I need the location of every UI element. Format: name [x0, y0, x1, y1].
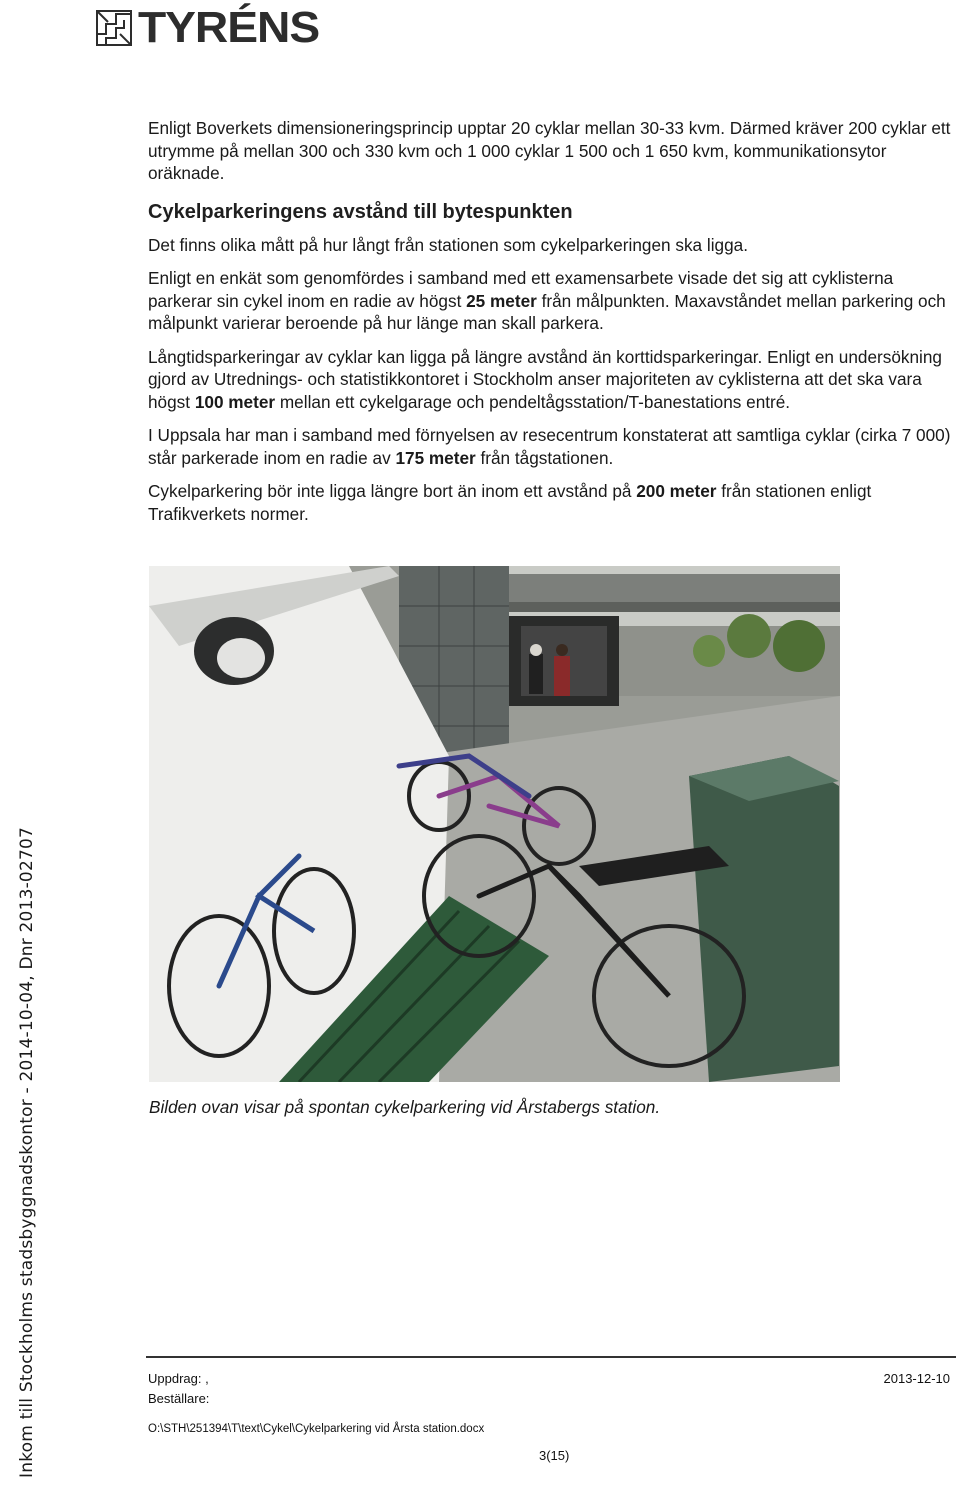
registration-stamp	[0, 0, 36, 1490]
registration-stamp-text: Inkom till Stockholms stadsbyggnadskontor - 2014-10-04, Dnr 2013-02707	[17, 826, 37, 1478]
text-run: från tågstationen.	[475, 447, 614, 468]
paragraph-long-term	[148, 346, 960, 414]
emphasis-distance: 175 meter	[395, 447, 476, 468]
text-run: Enligt en enkät som genomfördes i samband med ett examensarbete visade det sig att cyklisterna parkerar sin cykel inom en radie av högst	[148, 268, 894, 311]
footer-bestallare: Beställare:	[148, 1391, 210, 1406]
section-heading: Cykelparkeringens avstånd till bytespunkten	[148, 200, 573, 223]
logo-wordmark: TYRÉNS	[138, 3, 320, 52]
tyrens-logo-icon	[96, 10, 132, 46]
text-run: I Uppsala har man i samband med förnyelsen av resecentrum konstaterat att samtliga cyklar (cirka 7 000) står parkerade inom en radie av	[148, 425, 951, 468]
photo-illustration	[149, 566, 840, 1082]
footer-uppdrag: Uppdrag: ,	[148, 1371, 209, 1386]
text-run: Cykelparkering bör inte ligga längre bort än inom ett avstånd på	[148, 481, 637, 501]
footer-divider	[146, 1356, 956, 1358]
document-body	[148, 117, 960, 536]
paragraph-survey	[148, 267, 960, 335]
paragraph-intro: Det finns olika mått på hur långt från stationen som cykelparkeringen ska ligga.	[148, 234, 748, 255]
emphasis-distance: 100 meter	[194, 391, 276, 412]
text-run: från målpunkten. Maxavståndet mellan parkering och målpunkt varierar beroende på hur länge man skall parkera.	[148, 290, 946, 333]
paragraph-uppsala	[148, 424, 960, 469]
footer-date: 2013-12-10	[883, 1371, 950, 1386]
paragraph-dimensioning: Enligt Boverkets dimensioneringsprincip upptar 20 cyklar mellan 30-33 kvm. Därmed kräver 200 cyklar ett utrymme på mellan 300 och 330 kvm och 1 000 cyklar 1 500 och 1 650 kvm, kommunikationsytor oräknade.	[148, 118, 951, 183]
text-run: mellan ett cykelgarage och pendeltågsstation/T-banestations entré.	[275, 391, 791, 412]
paragraph-trafikverket	[148, 480, 960, 525]
footer-file-path: O:\STH\251394\T\text\Cykel\Cykelparkering vid Årsta station.docx	[148, 1423, 485, 1435]
photo-caption: Bilden ovan visar på spontan cykelparkering vid Årstabergs station.	[149, 1097, 661, 1117]
emphasis-distance: 25 meter	[466, 290, 537, 311]
company-logo	[96, 3, 320, 52]
bicycle-parking-photo	[149, 566, 840, 1082]
text-run: från stationen enligt Trafikverkets normer.	[148, 481, 872, 524]
text-run: Långtidsparkeringar av cyklar kan ligga på längre avstånd än korttidsparkeringar. Enligt en undersökning gjord av Utrednings- och statistikkontoret i Stockholm anser majoriteten av cyklisterna att det ska vara högst	[148, 346, 942, 412]
page-number: 3(15)	[539, 1448, 570, 1463]
emphasis-distance: 200 meter	[636, 481, 717, 501]
